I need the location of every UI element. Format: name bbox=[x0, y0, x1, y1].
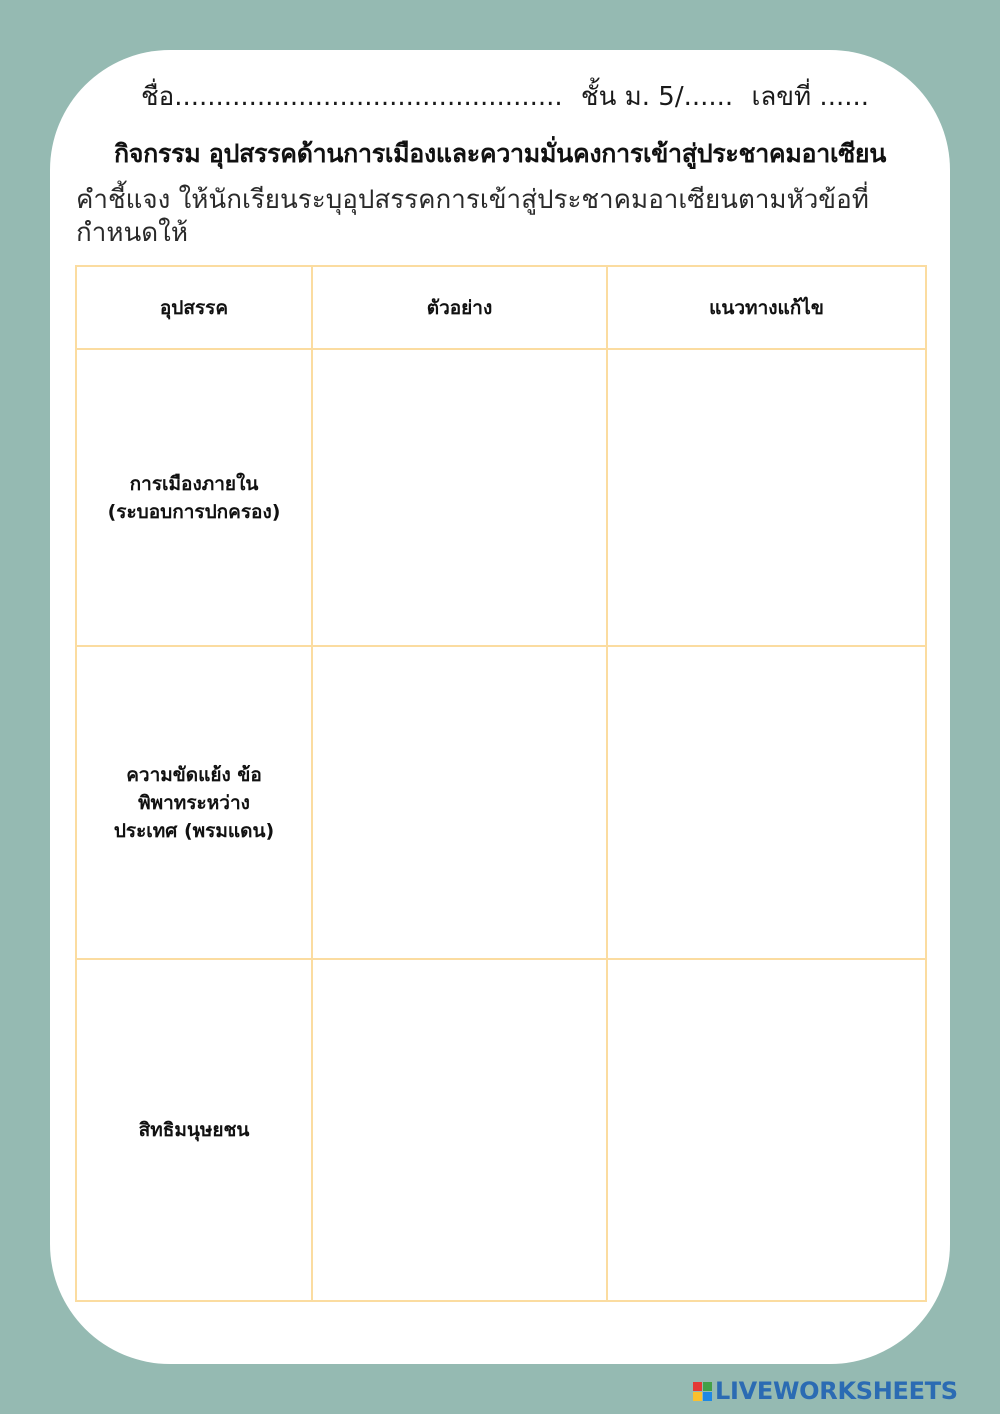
instruction-text: คำชี้แจง ให้นักเรียนระบุอุปสรรคการเข้าสู่ประชาคมอาเซียนตามหัวข้อที่กำหนดให้ bbox=[76, 185, 869, 248]
column-header-obstacle: อุปสรรค bbox=[76, 266, 312, 349]
column-header-solution: แนวทางแก้ไข bbox=[607, 266, 926, 349]
row-label-line: พิพาทระหว่าง bbox=[138, 791, 250, 814]
row-label-line: การเมืองภายใน bbox=[129, 472, 259, 495]
solution-answer-cell[interactable] bbox=[607, 959, 926, 1301]
example-answer-cell[interactable] bbox=[312, 959, 607, 1301]
table-header-row bbox=[76, 266, 926, 349]
student-name-field: ชื่อ............................................... bbox=[140, 82, 563, 112]
worksheet-title: กิจกรรม อุปสรรคด้านการเมืองและความมั่นคงการเข้าสู่ประชาคมอาเซียน bbox=[113, 139, 887, 168]
student-number-field: เลขที่ ...... bbox=[751, 82, 870, 112]
row-label-line: ความขัดแย้ง ข้อ bbox=[126, 763, 262, 786]
row-label-internal-politics bbox=[76, 349, 312, 646]
solution-answer-cell[interactable] bbox=[607, 646, 926, 958]
table-row bbox=[76, 349, 926, 646]
example-answer-cell[interactable] bbox=[312, 349, 607, 646]
liveworksheets-wordmark: LIVEWORKSHEETS bbox=[715, 1377, 958, 1405]
liveworksheets-mark-icon bbox=[693, 1382, 712, 1401]
row-label-human-rights bbox=[76, 959, 312, 1301]
solution-answer-cell[interactable] bbox=[607, 349, 926, 646]
row-label-line: (ระบอบการปกครอง) bbox=[107, 500, 281, 523]
obstacle-table bbox=[75, 265, 927, 1302]
row-label-line: สิทธิมนุษยชน bbox=[138, 1118, 250, 1141]
row-label-line: ประเทศ (พรมแดน) bbox=[113, 819, 275, 842]
class-field: ชั้น ม. 5/...... bbox=[580, 82, 734, 112]
column-header-example: ตัวอย่าง bbox=[312, 266, 607, 349]
table-row bbox=[76, 646, 926, 958]
liveworksheets-logo bbox=[693, 1376, 958, 1406]
example-answer-cell[interactable] bbox=[312, 646, 607, 958]
row-label-border-conflict bbox=[76, 646, 312, 958]
student-info-line bbox=[0, 76, 1000, 117]
table-row bbox=[76, 959, 926, 1301]
